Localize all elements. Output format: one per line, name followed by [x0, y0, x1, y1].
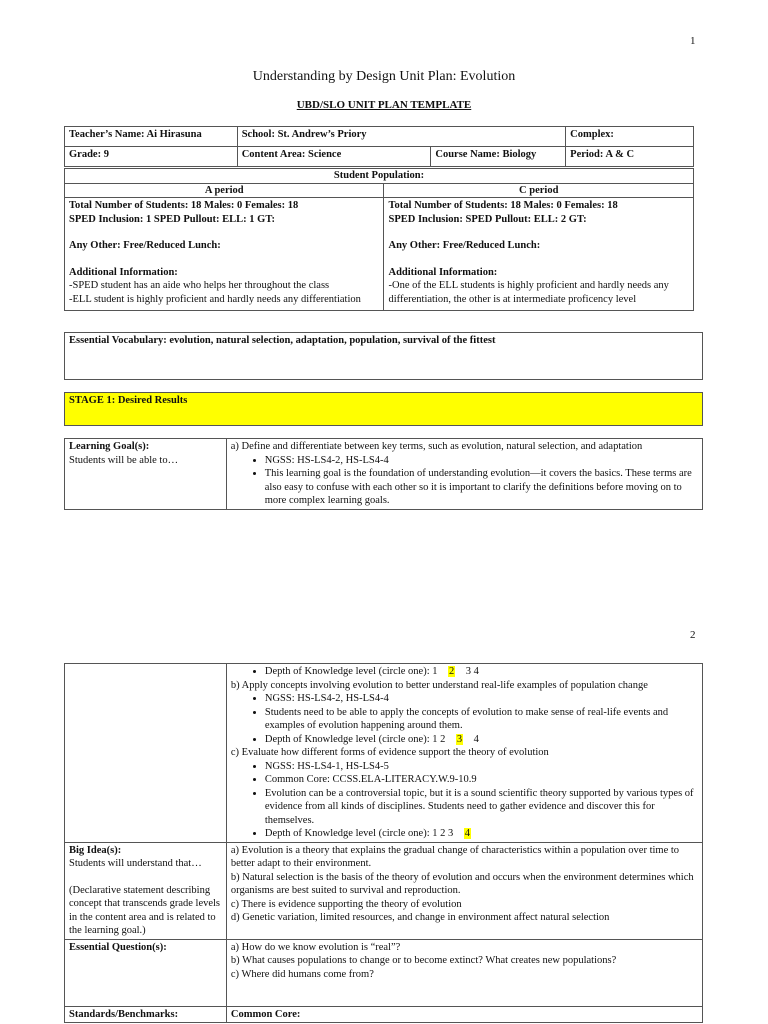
plan-continuation-table [64, 663, 703, 1023]
student-population-table [64, 168, 694, 311]
goal-b: b) Apply concepts involving evolution to better understand real-life examples of population change [230, 679, 648, 691]
big-idea-c: c) There is evidence supporting the theory of evolution [230, 898, 462, 910]
learning-goals-content [226, 439, 702, 510]
big-idea-b: b) Natural selection is the basis of the theory of evolution and occurs when the environment determines which organisms are best suited to survival and reproduction. [230, 871, 694, 896]
course-name: Course Name: Biology [431, 147, 566, 167]
a-period-heading: A period [65, 183, 384, 198]
a-period-counts: Total Number of Students: 18 Males: 0 Females: 18 [69, 200, 299, 211]
goal-c-bullet: • Evolution can be a controversial topic, but it is a sound scientific theory supported by various types of evidence from all kinds of disciplines. Students need to gather evidence and discover this for themselves. [265, 787, 698, 828]
c-period-details [384, 198, 694, 311]
goal-c: c) Evaluate how different forms of evidence support the theory of evolution [230, 747, 549, 758]
dok-selected: 2 [449, 666, 455, 677]
a-period-info-2: -ELL student is highly proficient and hardly needs any differentiation [69, 293, 361, 305]
goal-b-bullet: • Students need to be able to apply the concepts of evolution to make sense of real-life events and examples of evolution happening around them. [265, 706, 698, 733]
dok-level-a [265, 665, 698, 679]
goal-c-bullet: • Common Core: CCSS.ELA-LITERACY.W.9-10.9 [265, 773, 698, 787]
school: School: St. Andrew’s Priory [237, 127, 565, 147]
essential-questions-label-cell [65, 939, 227, 1006]
dok-rest: 4 [473, 733, 479, 745]
period: Period: A & C [566, 147, 694, 167]
page-number: 2 [690, 629, 696, 641]
dok-level-c [265, 827, 698, 841]
page-number: 1 [690, 35, 696, 47]
grade: Grade: 9 [65, 147, 238, 167]
big-idea-a: a) Evolution is a theory that explains the gradual change of characteristics within a population over time to better adapt to their environment. [230, 844, 680, 869]
dok-selected: 4 [464, 828, 470, 839]
essential-question-b: b) What causes populations to change or to become extinct? What creates new populations? [230, 955, 617, 966]
big-ideas-content [226, 842, 702, 939]
a-period-programs: SPED Inclusion: 1 SPED Pullout: ELL: 1 GT: [69, 213, 276, 225]
dok-text: Depth of Knowledge level (circle one): 1 2 [264, 733, 446, 745]
stage-1-heading: STAGE 1: Desired Results [64, 392, 703, 426]
c-period-counts: Total Number of Students: 18 Males: 0 Females: 18 [388, 200, 618, 211]
goal-c-bullet: • NGSS: HS-LS4-1, HS-LS4-5 [265, 760, 698, 774]
c-period-programs: SPED Inclusion: SPED Pullout: ELL: 2 GT: [388, 213, 587, 225]
essential-questions-content [226, 939, 702, 1006]
c-period-other: Any Other: Free/Reduced Lunch: [388, 240, 541, 251]
a-period-details [65, 198, 384, 311]
template-title: UBD/SLO UNIT PLAN TEMPLATE [296, 99, 472, 111]
empty-label-cell [65, 664, 227, 843]
big-ideas-note: (Declarative statement describing concept that transcends grade levels in the content area and is related to the learning goal.) [69, 884, 221, 936]
c-period-heading: C period [384, 183, 694, 198]
content-area: Content Area: Science [237, 147, 431, 167]
goal-a: a) Define and differentiate between key terms, such as evolution, natural selection, and adaptation [230, 441, 643, 452]
learning-goals-continued [226, 664, 702, 843]
goal-b-bullet: • NGSS: HS-LS4-2, HS-LS4-4 [265, 692, 698, 706]
big-ideas-sublabel: Students will understand that… [69, 858, 202, 869]
c-period-info-label: Additional Information: [388, 266, 498, 278]
big-ideas-label: Big Idea(s): [69, 844, 122, 856]
goal-a-bullet: • NGSS: HS-LS4-2, HS-LS4-4 [265, 454, 698, 468]
dok-text: Depth of Knowledge level (circle one): 1 2 3 [264, 828, 454, 839]
student-population-heading: Student Population: [65, 169, 694, 184]
learning-goals-table [64, 438, 703, 510]
a-period-other: Any Other: Free/Reduced Lunch: [69, 240, 221, 251]
dok-text: Depth of Knowledge level (circle one): 1 [264, 666, 438, 677]
standards-label-cell [65, 1006, 227, 1023]
big-idea-d: d) Genetic variation, limited resources, and change in environment affect natural selection [230, 912, 610, 923]
dok-selected: 3 [456, 733, 463, 745]
essential-question-c: c) Where did humans come from? [230, 968, 374, 980]
essential-vocabulary: Essential Vocabulary: evolution, natural selection, adaptation, population, survival of the fittest [64, 332, 703, 380]
learning-goals-label-cell [65, 439, 227, 510]
learning-goals-label: Learning Goal(s): [69, 441, 150, 452]
standards-common-core: Common Core: [230, 1008, 301, 1020]
standards-label: Standards/Benchmarks: [69, 1008, 179, 1020]
essential-question-a: a) How do we know evolution is “real”? [230, 941, 401, 953]
unit-header-table [64, 126, 694, 167]
goal-a-bullet: • This learning goal is the foundation of understanding evolution—it covers the basics. These terms are also easy to confuse with each other so it is important to clarify the definitions before moving on to more complex learning goals. [265, 467, 698, 508]
big-ideas-label-cell [65, 842, 227, 939]
a-period-info-1: -SPED student has an aide who helps her throughout the class [69, 280, 330, 291]
essential-questions-label: Essential Question(s): [69, 941, 167, 953]
standards-content [226, 1006, 702, 1023]
complex: Complex: [566, 127, 694, 147]
teacher-name: Teacher’s Name: Ai Hirasuna [65, 127, 238, 147]
learning-goals-sublabel: Students will be able to… [69, 454, 179, 466]
dok-level-b [265, 733, 698, 747]
document-title: Understanding by Design Unit Plan: Evolution [252, 69, 516, 84]
c-period-info-1: -One of the ELL students is highly proficient and hardly needs any differentiation, the other is at intermediate proficency level [388, 280, 669, 305]
a-period-info-label: Additional Information: [69, 266, 178, 278]
dok-rest: 3 4 [465, 666, 479, 677]
